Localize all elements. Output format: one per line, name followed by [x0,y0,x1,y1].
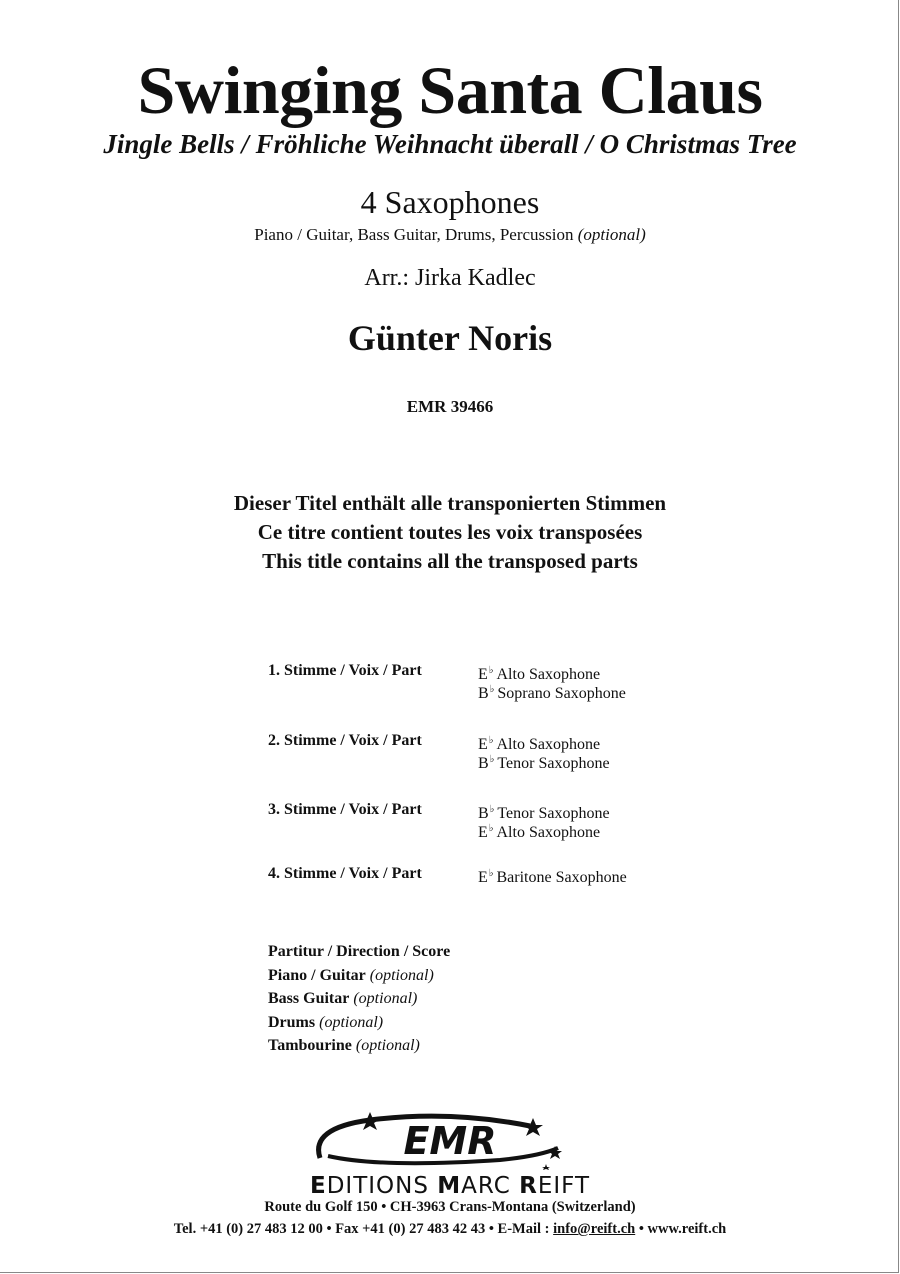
flat-icon: ♭ [489,804,495,815]
catalog-number: EMR 39466 [406,397,494,416]
part-label: 4. Stimme / Voix / Part [268,865,422,882]
subtitle: Jingle Bells / Fröhliche Weihnacht überall / O Christmas Tree [103,129,797,159]
instrumentation [0,224,900,246]
part-instruments [478,661,626,702]
ensemble: 4 Saxophones [360,184,540,220]
part-instrument: E♭ Alto Saxophone [478,823,601,841]
star-icon [523,1118,543,1136]
extra-part: Drums (optional) [268,1013,384,1031]
publisher-contact [0,1220,900,1238]
extra-part: Bass Guitar (optional) [268,990,418,1007]
extra-part: Tambourine (optional) [268,1037,420,1054]
part-instrument: E♭ Alto Saxophone [478,735,601,753]
flat-icon: ♭ [489,684,495,695]
flat-icon: ♭ [488,665,494,676]
part-instruments [478,864,627,886]
flat-icon: ♭ [488,735,494,746]
part-instrument: E♭ Baritone Saxophone [478,868,627,886]
note-english: This title contains all the transposed parts [262,549,638,573]
part-instrument: B♭ Tenor Saxophone [478,754,610,772]
star-icon [542,1164,550,1170]
emr-logo [300,1108,600,1170]
publisher-name: EDITIONS MARC REIFT [309,1173,591,1199]
arranger: Arr.: Jirka Kadlec [364,265,536,291]
note-french: Ce titre contient toutes les voix transposées [257,520,643,544]
extra-part: Piano / Guitar (optional) [268,966,434,984]
part-instrument: B♭ Tenor Saxophone [478,804,610,822]
note-german: Dieser Titel enthält alle transponierten Stimmen [233,491,667,515]
logo-text: EMR [403,1119,497,1163]
part-label: 3. Stimme / Voix / Part [268,801,422,818]
part-instruments [478,800,610,841]
additional-parts [268,940,450,1058]
contact-phone-fax: Tel. +41 (0) 27 483 12 00 • Fax +41 (0) 27 483 42 43 • E-Mail : [173,1221,550,1237]
flat-icon: ♭ [488,823,494,834]
website-link[interactable]: • www.reift.ch [638,1221,727,1237]
publisher-address: Route du Golf 150 • CH-3963 Crans-Montana (Switzerland) [264,1199,636,1215]
part-instrument: E♭ Alto Saxophone [478,665,601,683]
star-icon [360,1112,380,1130]
page-title: Swinging Santa Claus [137,52,763,128]
part-label: 1. Stimme / Voix / Part [268,662,422,679]
composer: Günter Noris [347,318,553,358]
flat-icon: ♭ [489,754,495,765]
part-label: 2. Stimme / Voix / Part [268,732,422,749]
instrumentation-optional: (optional) [577,225,646,244]
star-icon [548,1146,562,1159]
instrumentation-list: Piano / Guitar, Bass Guitar, Drums, Percussion [254,225,574,244]
flat-icon: ♭ [488,868,494,879]
extra-part: Partitur / Direction / Score [268,943,451,960]
email-link[interactable]: info@reift.ch [553,1221,636,1237]
part-instrument: B♭ Soprano Saxophone [478,684,626,702]
part-instruments [478,731,610,772]
